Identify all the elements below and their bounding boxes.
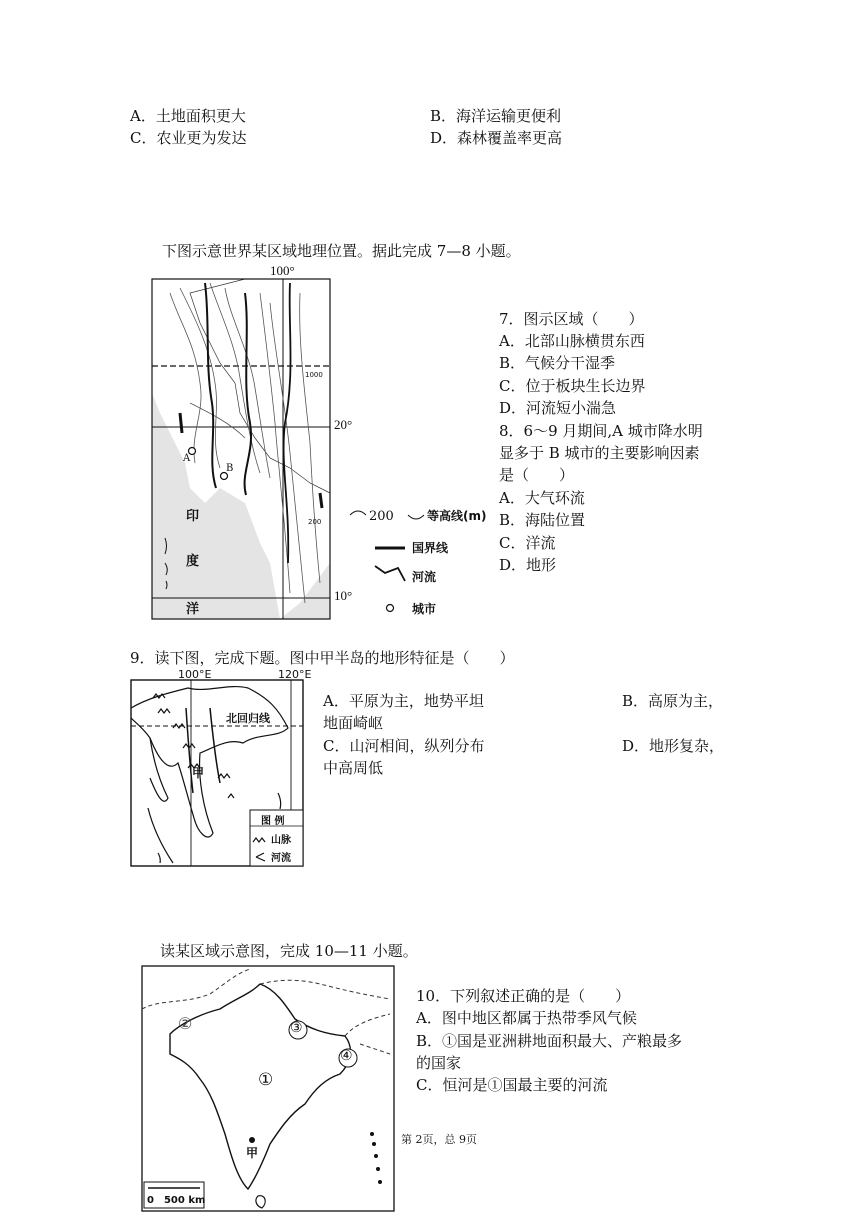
map3-scale: 0 500 km: [147, 1195, 206, 1206]
q9-stem: 9．读下图，完成下题。图中甲半岛的地形特征是（ ）: [130, 649, 515, 667]
map1-contour-200: 200: [308, 518, 322, 526]
q6-option-a: A．土地面积更大: [130, 107, 246, 125]
q7-option-a: A．北部山脉横贯东西: [499, 332, 645, 350]
map2-legend-river: 河流: [271, 853, 291, 864]
q9-option-b-head: B．高原为主，: [622, 692, 724, 710]
map3-label-2: ②: [178, 1014, 193, 1033]
map2-lon-100e: 100°E: [178, 668, 212, 681]
map1-city-a-label: A: [183, 453, 191, 464]
map1-legend-contour-value: 200: [369, 509, 394, 524]
map1-legend-city-label: 城市: [412, 602, 437, 616]
q8-option-a: A．大气环流: [499, 489, 585, 507]
intro-10-11: 读某区域示意图，完成 10—11 小题。: [160, 942, 418, 960]
q9-option-c: C．山河相间，纵列分布: [323, 737, 485, 755]
q6-option-d: D．森林覆盖率更高: [430, 129, 563, 147]
map1-ocean-char-3: 洋: [186, 602, 200, 617]
region-map-1: [150, 263, 490, 623]
q7-option-c: C．位于板块生长边界: [499, 377, 646, 395]
q8-stem-line3: 是（ ）: [499, 466, 575, 484]
map1-ocean-char-2: 度: [186, 554, 200, 569]
region-map-2: [128, 668, 312, 868]
map1-legend-contour-label: 等高线(m): [427, 509, 487, 523]
map2-tropic-label: 北回归线: [226, 712, 270, 725]
map2-legend-mountain: 山脉: [271, 835, 291, 846]
q9-option-d-head: D．地形复杂，: [622, 737, 725, 755]
map1-contour-1000: 1000: [305, 371, 323, 379]
q6-option-c: C．农业更为发达: [130, 129, 247, 147]
q10-option-a: A．图中地区都属于热带季风气候: [416, 1009, 637, 1027]
q7-option-d: D．河流短小湍急: [499, 399, 617, 417]
map1-legend-river-label: 河流: [412, 570, 437, 584]
map1-city-b-label: B: [226, 463, 234, 474]
intro-7-8: 下图示意世界某区域地理位置。据此完成 7—8 小题。: [162, 242, 521, 260]
map1-lon-100: 100°: [270, 263, 295, 278]
map3-label-4: ④: [340, 1048, 353, 1064]
map-1-drawing: [150, 263, 490, 623]
map3-label-jia: 甲: [246, 1146, 259, 1160]
map1-lat-10: 10°: [334, 588, 353, 603]
q10-stem: 10．下列叙述正确的是（ ）: [416, 987, 631, 1005]
q8-option-b: B．海陆位置: [499, 511, 586, 529]
map1-lat-20: 20°: [334, 417, 353, 432]
region-map-3: [140, 964, 396, 1214]
q10-option-b-line1: B．①国是亚洲耕地面积最大、产粮最多: [416, 1032, 683, 1050]
page-footer: 第 2页，总 9页: [401, 1133, 477, 1146]
map3-label-1: ①: [258, 1070, 274, 1090]
q10-option-b-line2: 的国家: [416, 1054, 462, 1072]
map2-legend-title: 图 例: [261, 816, 285, 827]
q6-option-b: B．海洋运输更便利: [430, 107, 562, 125]
q8-option-d: D．地形: [499, 556, 557, 574]
map3-label-3: ③: [290, 1020, 303, 1036]
q8-stem-line1: 8．6～9 月期间,A 城市降水明: [499, 422, 703, 440]
q9-option-d-tail: 中高周低: [323, 759, 384, 777]
q10-option-c: C．恒河是①国最主要的河流: [416, 1076, 608, 1094]
q7-stem: 7．图示区域（ ）: [499, 310, 644, 328]
q7-option-b: B．气候分干湿季: [499, 354, 616, 372]
map1-ocean-char-1: 印: [186, 509, 200, 524]
map1-legend-border-label: 国界线: [412, 541, 449, 555]
q9-option-a: A．平原为主，地势平坦: [323, 692, 484, 710]
q9-option-b-tail: 地面崎岖: [323, 714, 384, 732]
q8-stem-line2: 显多于 B 城市的主要影响因素: [499, 444, 700, 462]
map2-lon-120e: 120°E: [278, 668, 312, 681]
map2-peninsula-label: 甲: [192, 766, 205, 780]
q8-option-c: C．洋流: [499, 534, 556, 552]
